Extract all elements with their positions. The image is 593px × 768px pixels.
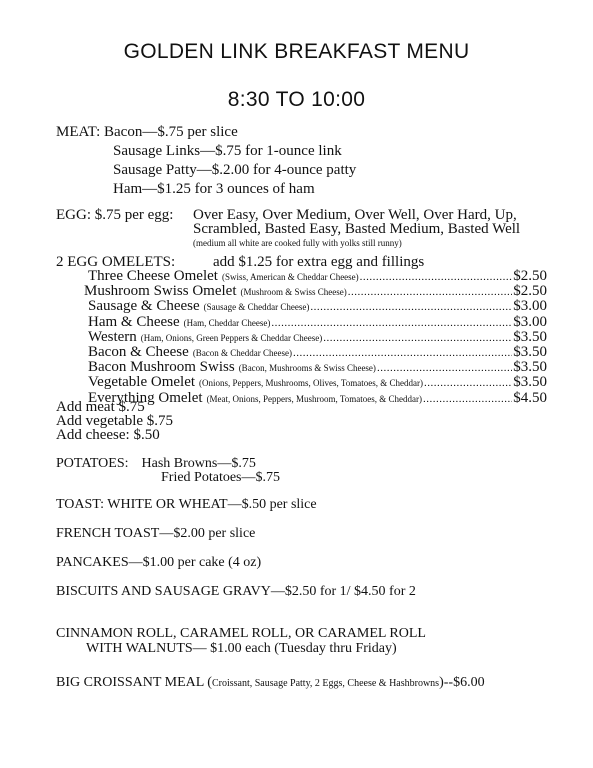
omelet-label: 2 EGG OMELETS:: [56, 254, 176, 270]
meat-label: MEAT:: [56, 124, 101, 140]
egg-styles-line2: Scrambled, Basted Easy, Basted Medium, Basted Well: [193, 221, 521, 237]
dot-leader: [310, 301, 512, 313]
egg-price: $.75 per egg:: [94, 207, 174, 223]
croissant-line: [56, 675, 485, 691]
menu-title: GOLDEN LINK BREAKFAST MENU: [123, 40, 470, 63]
potatoes-label: POTATOES:: [56, 456, 129, 471]
dot-leader: [423, 393, 512, 405]
addon-cheese: Add cheese: $.50: [56, 427, 160, 443]
omelet-desc: (Bacon & Cheddar Cheese): [192, 348, 293, 358]
omelet-price: $3.50: [513, 344, 547, 360]
omelet-desc: (Swiss, American & Cheddar Cheese): [221, 272, 359, 282]
dot-leader: [377, 362, 512, 374]
omelet-name: Three Cheese Omelet: [88, 268, 218, 284]
omelet-extra: add $1.25 for extra egg and fillings: [213, 254, 425, 270]
omelet-desc: (Sausage & Cheddar Cheese): [203, 302, 310, 313]
omelet-name: Bacon & Cheese: [88, 344, 189, 360]
omelet-price: $3.00: [513, 313, 547, 330]
meat-item-ham: Ham—$1.25 for 3 ounces of ham: [113, 181, 315, 197]
meat-item-bacon: Bacon—$.75 per slice: [104, 124, 238, 140]
omelet-desc: (Onions, Peppers, Mushrooms, Olives, Tomatoes, & Cheddar): [199, 378, 423, 389]
omelet-desc: (Ham, Onions, Green Peppers & Cheddar Cheese): [140, 332, 323, 343]
croissant-desc: Croissant, Sausage Patty, 2 Eggs, Cheese & Hashbrowns: [211, 678, 440, 689]
biscuits-line: BISCUITS AND SAUSAGE GRAVY—$2.50 for 1/ $4.50 for 2: [56, 584, 416, 599]
meat-item-sausage-links: Sausage Links—$.75 for 1-ounce link: [113, 143, 342, 159]
omelet-price: $4.50: [513, 389, 547, 406]
dot-leader: [293, 347, 512, 359]
dot-leader: [323, 332, 512, 344]
omelet-desc: (Mushroom & Swiss Cheese): [240, 287, 347, 298]
omelet-price: $2.50: [513, 268, 547, 284]
french-toast-line: FRENCH TOAST—$2.00 per slice: [56, 526, 256, 541]
menu-hours: 8:30 TO 10:00: [227, 88, 366, 111]
omelet-price: $3.50: [513, 374, 547, 391]
omelet-name: Everything Omelet: [88, 389, 203, 406]
meat-item-sausage-patty: Sausage Patty—$.2.00 for 4-ounce patty: [113, 162, 357, 178]
addon-meat: Add meat $.75: [56, 399, 145, 415]
omelet-desc: (Meat, Onions, Peppers, Mushroom, Tomatoes, & Cheddar): [206, 393, 422, 404]
dot-leader: [348, 286, 512, 298]
croissant-price: )--$6.00: [439, 675, 485, 690]
omelet-name: Sausage & Cheese: [88, 298, 200, 315]
omelet-name: Vegetable Omelet: [88, 374, 196, 391]
egg-styles-line1: Over Easy, Over Medium, Over Well, Over Hard, Up,: [193, 207, 517, 223]
omelet-price: $3.00: [513, 298, 547, 315]
omelet-name: Bacon Mushroom Swiss: [88, 359, 235, 376]
omelet-price: $3.50: [513, 328, 547, 345]
egg-note: (medium all white are cooked fully with yolks still runny): [193, 238, 402, 248]
omelet-price: $2.50: [513, 283, 547, 300]
egg-label: EGG:: [56, 207, 91, 223]
rolls-line2: WITH WALNUTS— $1.00 each (Tuesday thru Friday): [86, 641, 397, 656]
dot-leader: [424, 377, 512, 389]
pancakes-line: PANCAKES—$1.00 per cake (4 oz): [56, 555, 262, 570]
omelet-price: $3.50: [513, 359, 547, 376]
omelet-desc: (Bacon, Mushrooms & Swiss Cheese): [238, 363, 376, 374]
omelet-row: [88, 390, 547, 407]
addon-vegetable: Add vegetable $.75: [56, 413, 174, 429]
omelet-desc: (Ham, Cheddar Cheese): [183, 317, 271, 328]
toast-line: TOAST: WHITE OR WHEAT—$.50 per slice: [56, 497, 317, 512]
rolls-line1: CINNAMON ROLL, CARAMEL ROLL, OR CARAMEL ROLL: [56, 626, 426, 641]
potatoes-hash-browns: Hash Browns—$.75: [141, 456, 256, 471]
croissant-label: BIG CROISSANT MEAL (: [56, 675, 212, 690]
dot-leader: [360, 271, 513, 283]
dot-leader: [271, 317, 512, 329]
omelet-name: Western: [88, 328, 137, 345]
potatoes-fried: Fried Potatoes—$.75: [161, 470, 280, 485]
omelet-name: Ham & Cheese: [88, 313, 180, 330]
omelet-name: Mushroom Swiss Omelet: [84, 283, 237, 300]
